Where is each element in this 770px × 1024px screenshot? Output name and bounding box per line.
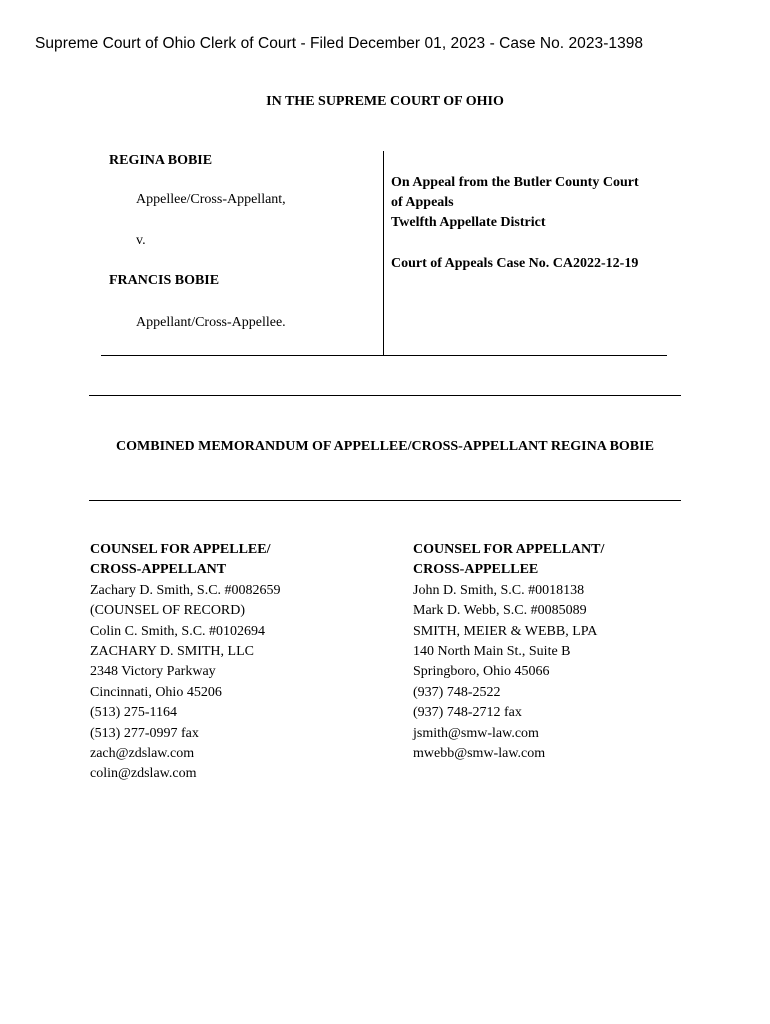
counsel-line: John D. Smith, S.C. #0018138 — [413, 582, 585, 598]
counsel-line: Springboro, Ohio 45066 — [413, 664, 550, 680]
court-title: IN THE SUPREME COURT OF OHIO — [266, 94, 504, 109]
appeal-line-3: Twelfth Appellate District — [391, 215, 546, 230]
title-bottom-rule — [89, 500, 681, 501]
counsel-line: ZACHARY D. SMITH, LLC — [90, 644, 254, 660]
party2-name: FRANCIS BOBIE — [109, 273, 220, 288]
counsel-line: Mark D. Webb, S.C. #0085089 — [413, 603, 587, 619]
counsel-email[interactable]: jsmith@smw-law.com — [413, 725, 539, 741]
counsel-line: Colin C. Smith, S.C. #0102694 — [90, 623, 266, 639]
counsel-line: SMITH, MEIER & WEBB, LPA — [413, 623, 598, 639]
versus: v. — [136, 233, 146, 248]
caption-vertical-rule — [383, 151, 384, 356]
counsel-appellant-heading-1: COUNSEL FOR APPELLANT/ — [413, 542, 605, 557]
counsel-email[interactable]: zach@zdslaw.com — [90, 746, 195, 762]
party1-name: REGINA BOBIE — [109, 153, 213, 168]
counsel-line: (937) 748-2712 fax — [413, 705, 522, 721]
appeal-info — [391, 173, 639, 233]
counsel-line: 140 North Main St., Suite B — [413, 644, 571, 660]
party2-role: Appellant/Cross-Appellee. — [136, 315, 286, 330]
counsel-appellant-block — [413, 540, 604, 764]
title-top-rule — [89, 395, 681, 396]
counsel-line: Cincinnati, Ohio 45206 — [90, 684, 222, 700]
counsel-line: (513) 275-1164 — [90, 705, 177, 721]
counsel-appellee-heading-2: CROSS-APPELLANT — [90, 562, 227, 578]
party1-role: Appellee/Cross-Appellant, — [136, 192, 286, 207]
counsel-appellee-block — [90, 540, 281, 785]
filing-stamp: Supreme Court of Ohio Clerk of Court - Filed December 01, 2023 - Case No. 2023-1398 — [35, 35, 644, 52]
counsel-line: (513) 277-0997 fax — [90, 725, 199, 741]
counsel-line: (COUNSEL OF RECORD) — [90, 603, 246, 619]
counsel-line: (937) 748-2522 — [413, 684, 501, 700]
counsel-appellee-heading-1: COUNSEL FOR APPELLEE/ — [90, 542, 271, 557]
counsel-line: Zachary D. Smith, S.C. #0082659 — [90, 582, 281, 598]
counsel-email[interactable]: colin@zdslaw.com — [90, 766, 197, 782]
counsel-email[interactable]: mwebb@smw-law.com — [413, 746, 546, 762]
document-title: COMBINED MEMORANDUM OF APPELLEE/CROSS-APPELLANT REGINA BOBIE — [116, 439, 654, 454]
caption-bottom-rule — [101, 355, 667, 356]
appeal-line-2: of Appeals — [391, 195, 454, 210]
appeals-case-number: Court of Appeals Case No. CA2022-12-19 — [391, 256, 639, 271]
counsel-line: 2348 Victory Parkway — [90, 664, 216, 680]
appeal-line-1: On Appeal from the Butler County Court — [391, 175, 639, 190]
counsel-appellant-heading-2: CROSS-APPELLEE — [413, 562, 539, 578]
